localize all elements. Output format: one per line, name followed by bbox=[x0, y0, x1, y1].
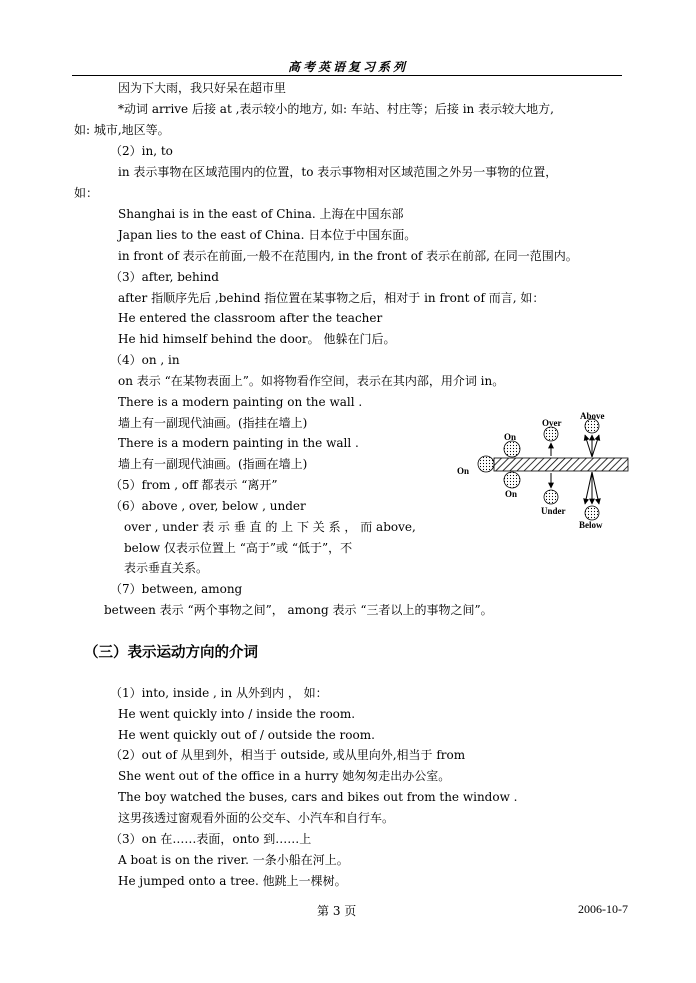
text-line: （2）in, to bbox=[110, 144, 173, 158]
text-line: A boat is on the river. 一条小船在河上。 bbox=[118, 853, 349, 867]
text-line: *动词 arrive 后接 at ,表示较小的地方, 如: 车站、村庄等；后接 in 表示较大地方, bbox=[118, 102, 554, 116]
above-arrow-right bbox=[592, 435, 599, 457]
text-line: Japan lies to the east of China. 日本位于中国东面。 bbox=[118, 228, 417, 242]
below-arrow-right bbox=[592, 472, 599, 504]
text-line: 表示垂直关系。 bbox=[124, 561, 209, 575]
text-line: He hid himself behind the door。 他躲在门后。 bbox=[118, 332, 396, 346]
text-line: （5）from , off 都表示 “离开” bbox=[110, 478, 278, 492]
text-line: The boy watched the buses, cars and bikes out from the window . bbox=[118, 790, 518, 804]
label-on-top: On bbox=[504, 432, 517, 442]
text-line: below 仅表示位置上 “高于”或 “低于”，不 bbox=[124, 541, 353, 555]
text-line: （7）between, among bbox=[110, 582, 243, 596]
label-above: Above bbox=[580, 411, 605, 421]
ball-under bbox=[544, 490, 558, 504]
text-line: There is a modern painting on the wall . bbox=[118, 395, 363, 409]
ball-above bbox=[585, 419, 599, 433]
text-line: There is a modern painting in the wall . bbox=[118, 436, 359, 450]
text-line: He jumped onto a tree. 他跳上一棵树。 bbox=[118, 874, 347, 888]
text-line: 如： bbox=[74, 186, 99, 200]
label-below: Below bbox=[579, 520, 603, 530]
text-line: in 表示事物在区域范围内的位置，to 表示事物相对区域范围之外另一事物的位置， bbox=[118, 165, 558, 179]
header-rule bbox=[72, 75, 622, 76]
preposition-diagram bbox=[452, 408, 632, 533]
text-line: （3）on 在……表面，onto 到……上 bbox=[110, 832, 312, 846]
below-arrow-left bbox=[585, 472, 592, 504]
ball-on-left bbox=[478, 456, 494, 472]
text-line: He went quickly into / inside the room. bbox=[118, 707, 356, 721]
text-line: between 表示 “两个事物之间”， among 表示 “三者以上的事物之间”。 bbox=[104, 603, 493, 617]
ball-below bbox=[585, 506, 599, 520]
text-line: （1）into, inside , in 从外到内 ， 如： bbox=[110, 686, 328, 700]
text-line: 如: 城市,地区等。 bbox=[74, 123, 170, 137]
text-line: in front of 表示在前面,一般不在范围内, in the front of 表示在前部, 在同一范围内。 bbox=[118, 249, 578, 263]
text-line: 这男孩透过窗观看外面的公交车、小汽车和自行车。 bbox=[118, 811, 395, 825]
text-line: He entered the classroom after the teacher bbox=[118, 311, 383, 325]
above-arrow-left bbox=[585, 435, 592, 457]
label-under: Under bbox=[541, 506, 566, 516]
text-line: He went quickly out of / outside the room. bbox=[118, 728, 375, 742]
text-line: （4）on , in bbox=[110, 353, 180, 367]
text-line: after 指顺序先后 ,behind 指位置在某事物之后，相对于 in front of 而言, 如： bbox=[118, 291, 545, 305]
text-line: Shanghai is in the east of China. 上海在中国东部 bbox=[118, 207, 404, 221]
page-number: 第 3 页 bbox=[317, 904, 357, 918]
text-line: （2）out of 从里到外，相当于 outside, 或从里向外,相当于 from bbox=[110, 748, 466, 762]
ball-on-top bbox=[504, 441, 520, 457]
text-line: （3）after, behind bbox=[110, 270, 219, 284]
page-header-title: 高考英语复习系列 bbox=[287, 60, 408, 74]
section-heading: （三）表示运动方向的介词 bbox=[84, 644, 258, 661]
label-over: Over bbox=[542, 418, 562, 428]
label-on-left: On bbox=[457, 466, 470, 476]
ball-over bbox=[544, 427, 558, 441]
ball-on-bottom bbox=[504, 472, 520, 488]
text-line: 因为下大雨，我只好呆在超市里 bbox=[118, 81, 287, 95]
text-line: 墙上有一副现代油画。(指画在墙上) bbox=[118, 457, 308, 471]
text-line: on 表示 “在某物表面上”。如将物看作空间，表示在其内部，用介词 in。 bbox=[118, 374, 505, 388]
label-on-bottom: On bbox=[505, 489, 518, 499]
text-line: （6）above , over, below , under bbox=[110, 499, 306, 513]
text-line: over , under 表 示 垂 直 的 上 下 关 系 ， 而 above, bbox=[124, 520, 416, 534]
text-line: 墙上有一副现代油画。(指挂在墙上) bbox=[118, 416, 308, 430]
surface-bar bbox=[494, 458, 628, 471]
text-line: She went out of the office in a hurry 她匆匆走出办公室。 bbox=[118, 769, 451, 783]
footer-date: 2006-10-7 bbox=[578, 902, 628, 916]
